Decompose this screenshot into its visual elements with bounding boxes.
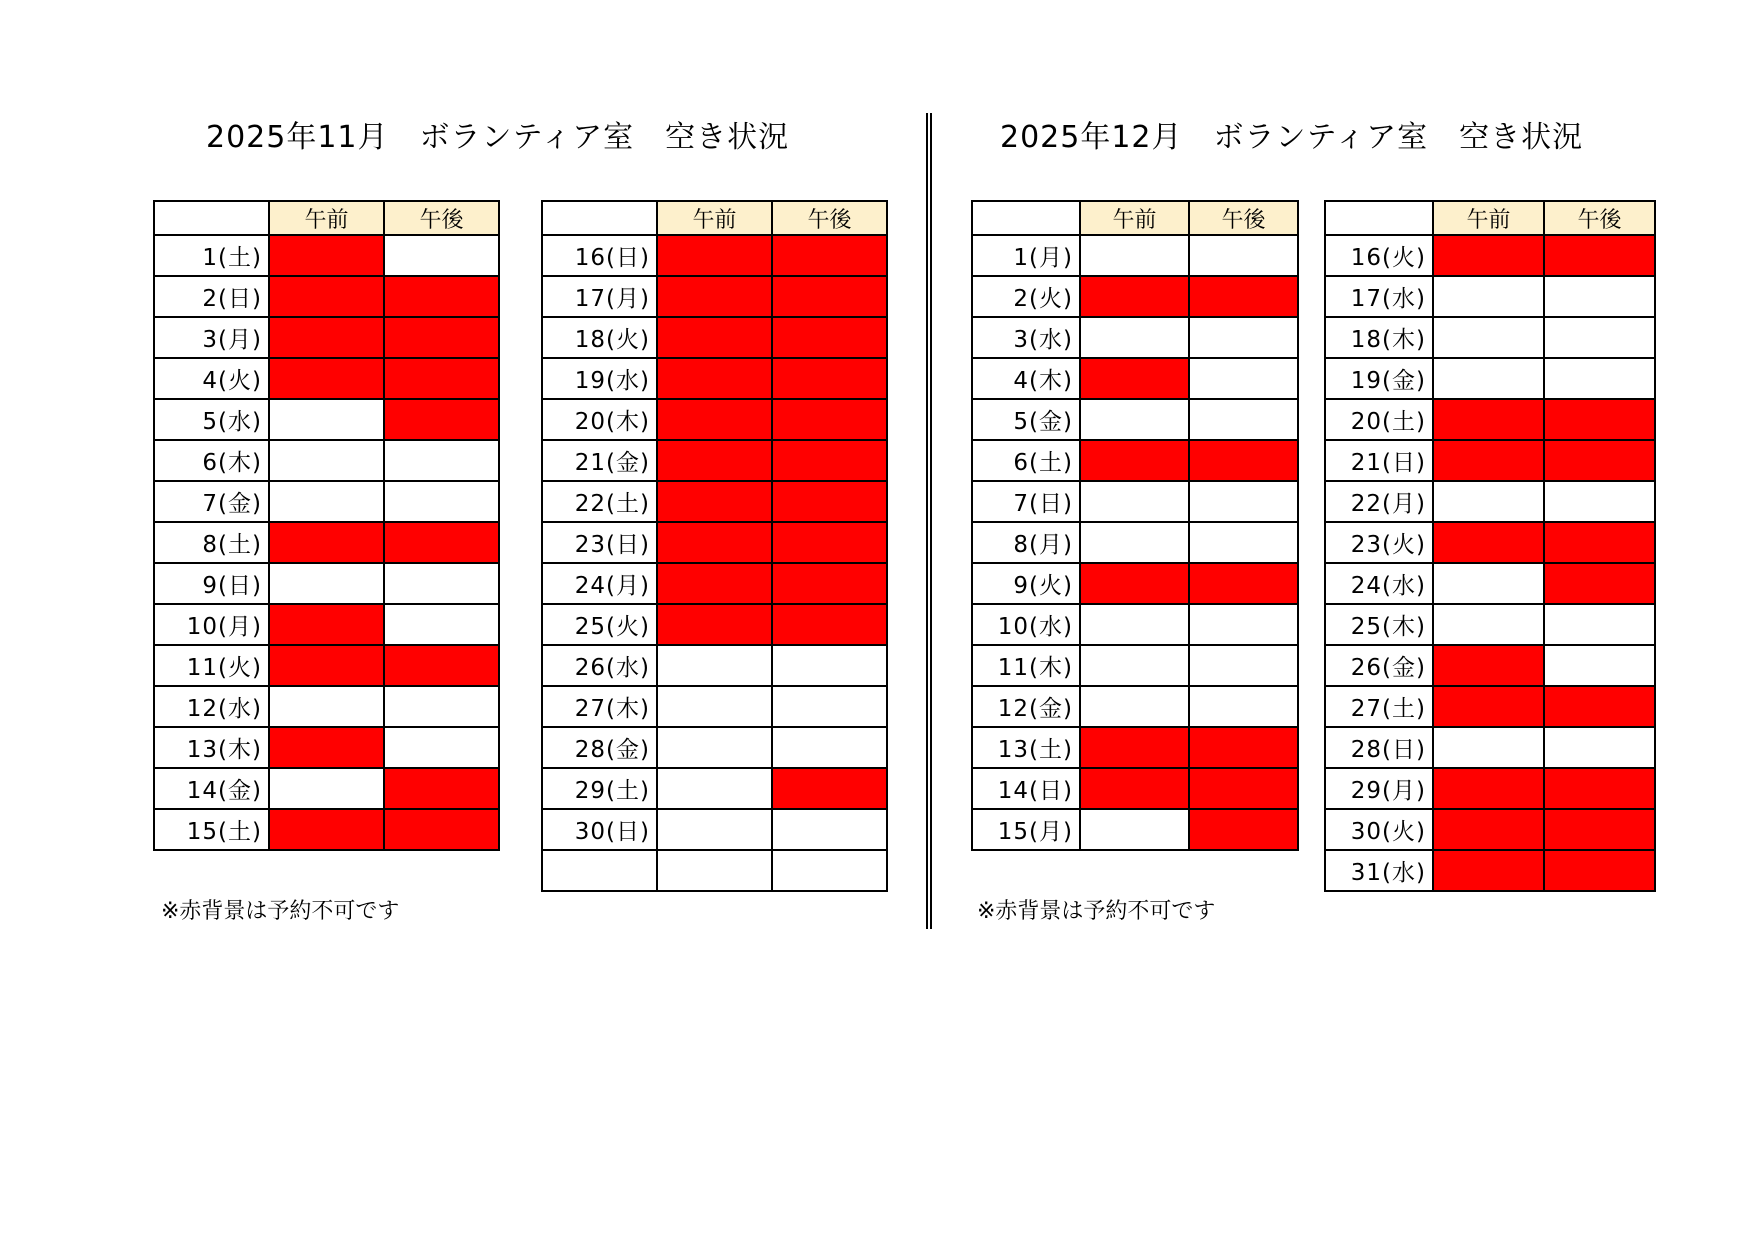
afternoon-slot bbox=[772, 440, 887, 481]
day-label: 14(金) bbox=[154, 768, 269, 809]
morning-slot bbox=[269, 481, 384, 522]
morning-slot bbox=[1080, 768, 1189, 809]
morning-slot bbox=[1080, 645, 1189, 686]
afternoon-slot bbox=[772, 727, 887, 768]
morning-slot bbox=[1433, 317, 1544, 358]
day-label: 24(水) bbox=[1325, 563, 1433, 604]
november-note: ※赤背景は予約不可です bbox=[161, 899, 400, 924]
day-label: 3(月) bbox=[154, 317, 269, 358]
table-row bbox=[542, 727, 887, 768]
table-row bbox=[542, 358, 887, 399]
header-am: 午前 bbox=[269, 201, 384, 235]
day-label: 7(日) bbox=[972, 481, 1080, 522]
table-row bbox=[972, 809, 1298, 850]
header-pm: 午後 bbox=[772, 201, 887, 235]
morning-slot bbox=[1080, 481, 1189, 522]
morning-slot bbox=[269, 563, 384, 604]
day-label: 2(火) bbox=[972, 276, 1080, 317]
day-label: 1(土) bbox=[154, 235, 269, 276]
day-label: 7(金) bbox=[154, 481, 269, 522]
table-row bbox=[154, 440, 499, 481]
morning-slot bbox=[1433, 727, 1544, 768]
day-label: 24(月) bbox=[542, 563, 657, 604]
morning-slot bbox=[1433, 686, 1544, 727]
table-row bbox=[972, 604, 1298, 645]
morning-slot bbox=[269, 686, 384, 727]
afternoon-slot bbox=[384, 399, 499, 440]
day-label: 27(土) bbox=[1325, 686, 1433, 727]
morning-slot bbox=[657, 317, 772, 358]
table-row bbox=[542, 563, 887, 604]
morning-slot bbox=[657, 481, 772, 522]
morning-slot bbox=[1433, 850, 1544, 891]
day-label: 25(木) bbox=[1325, 604, 1433, 645]
afternoon-slot bbox=[384, 686, 499, 727]
december-note: ※赤背景は予約不可です bbox=[977, 899, 1216, 924]
morning-slot bbox=[1080, 727, 1189, 768]
table-row bbox=[542, 481, 887, 522]
afternoon-slot bbox=[1189, 768, 1298, 809]
table-row bbox=[972, 481, 1298, 522]
day-label: 19(金) bbox=[1325, 358, 1433, 399]
morning-slot bbox=[657, 276, 772, 317]
afternoon-slot bbox=[1544, 850, 1655, 891]
header-am: 午前 bbox=[1433, 201, 1544, 235]
morning-slot bbox=[1433, 809, 1544, 850]
day-label: 20(土) bbox=[1325, 399, 1433, 440]
morning-slot bbox=[657, 235, 772, 276]
table-row bbox=[972, 276, 1298, 317]
morning-slot bbox=[657, 358, 772, 399]
table-row bbox=[154, 645, 499, 686]
table-row bbox=[542, 522, 887, 563]
day-label: 4(火) bbox=[154, 358, 269, 399]
morning-slot bbox=[657, 563, 772, 604]
afternoon-slot bbox=[384, 235, 499, 276]
morning-slot bbox=[1433, 522, 1544, 563]
afternoon-slot bbox=[1189, 276, 1298, 317]
table-row bbox=[1325, 604, 1655, 645]
afternoon-slot bbox=[1544, 604, 1655, 645]
morning-slot bbox=[1080, 235, 1189, 276]
day-label: 10(水) bbox=[972, 604, 1080, 645]
day-label: 29(月) bbox=[1325, 768, 1433, 809]
day-label: 26(水) bbox=[542, 645, 657, 686]
day-label: 15(土) bbox=[154, 809, 269, 850]
morning-slot bbox=[269, 235, 384, 276]
day-label bbox=[542, 850, 657, 891]
day-label: 22(月) bbox=[1325, 481, 1433, 522]
table-row bbox=[154, 563, 499, 604]
afternoon-slot bbox=[384, 768, 499, 809]
morning-slot bbox=[1433, 440, 1544, 481]
morning-slot bbox=[269, 809, 384, 850]
day-label: 18(火) bbox=[542, 317, 657, 358]
afternoon-slot bbox=[384, 563, 499, 604]
afternoon-slot bbox=[384, 276, 499, 317]
day-label: 30(火) bbox=[1325, 809, 1433, 850]
day-label: 22(土) bbox=[542, 481, 657, 522]
afternoon-slot bbox=[384, 317, 499, 358]
table-row bbox=[154, 727, 499, 768]
morning-slot bbox=[657, 645, 772, 686]
day-label: 17(水) bbox=[1325, 276, 1433, 317]
afternoon-slot bbox=[1544, 235, 1655, 276]
morning-slot bbox=[269, 768, 384, 809]
afternoon-slot bbox=[1189, 317, 1298, 358]
afternoon-slot bbox=[772, 481, 887, 522]
morning-slot bbox=[1433, 645, 1544, 686]
table-row bbox=[542, 317, 887, 358]
table-row bbox=[542, 768, 887, 809]
day-label: 21(日) bbox=[1325, 440, 1433, 481]
afternoon-slot bbox=[384, 645, 499, 686]
afternoon-slot bbox=[772, 645, 887, 686]
afternoon-slot bbox=[1544, 317, 1655, 358]
day-label: 12(水) bbox=[154, 686, 269, 727]
morning-slot bbox=[269, 358, 384, 399]
corner-cell bbox=[154, 201, 269, 235]
morning-slot bbox=[1080, 604, 1189, 645]
morning-slot bbox=[1080, 440, 1189, 481]
morning-slot bbox=[1080, 809, 1189, 850]
afternoon-slot bbox=[1189, 522, 1298, 563]
afternoon-slot bbox=[1544, 399, 1655, 440]
morning-slot bbox=[1433, 563, 1544, 604]
table-row bbox=[1325, 399, 1655, 440]
day-label: 9(日) bbox=[154, 563, 269, 604]
table-row bbox=[542, 399, 887, 440]
day-label: 8(土) bbox=[154, 522, 269, 563]
morning-slot bbox=[269, 399, 384, 440]
day-label: 6(木) bbox=[154, 440, 269, 481]
day-label: 14(日) bbox=[972, 768, 1080, 809]
afternoon-slot bbox=[1544, 686, 1655, 727]
table-row bbox=[154, 604, 499, 645]
afternoon-slot bbox=[772, 399, 887, 440]
afternoon-slot bbox=[384, 358, 499, 399]
table-row bbox=[972, 645, 1298, 686]
afternoon-slot bbox=[772, 358, 887, 399]
table-row bbox=[972, 235, 1298, 276]
morning-slot bbox=[1433, 235, 1544, 276]
morning-slot bbox=[269, 317, 384, 358]
day-label: 9(火) bbox=[972, 563, 1080, 604]
corner-cell bbox=[542, 201, 657, 235]
morning-slot bbox=[1433, 768, 1544, 809]
afternoon-slot bbox=[772, 768, 887, 809]
afternoon-slot bbox=[772, 809, 887, 850]
table-row bbox=[542, 235, 887, 276]
morning-slot bbox=[657, 399, 772, 440]
day-label: 28(日) bbox=[1325, 727, 1433, 768]
morning-slot bbox=[1433, 481, 1544, 522]
table-row bbox=[542, 604, 887, 645]
day-label: 13(土) bbox=[972, 727, 1080, 768]
morning-slot bbox=[1080, 276, 1189, 317]
table-row bbox=[972, 686, 1298, 727]
day-label: 18(木) bbox=[1325, 317, 1433, 358]
day-label: 6(土) bbox=[972, 440, 1080, 481]
table-row bbox=[1325, 317, 1655, 358]
afternoon-slot bbox=[1544, 481, 1655, 522]
afternoon-slot bbox=[1189, 399, 1298, 440]
day-label: 5(金) bbox=[972, 399, 1080, 440]
header-am: 午前 bbox=[1080, 201, 1189, 235]
afternoon-slot bbox=[1544, 563, 1655, 604]
afternoon-slot bbox=[1189, 809, 1298, 850]
day-label: 15(月) bbox=[972, 809, 1080, 850]
afternoon-slot bbox=[1544, 645, 1655, 686]
day-label: 29(土) bbox=[542, 768, 657, 809]
table-row bbox=[972, 563, 1298, 604]
table-row bbox=[154, 276, 499, 317]
table-row bbox=[154, 481, 499, 522]
table-row bbox=[1325, 809, 1655, 850]
afternoon-slot bbox=[1544, 768, 1655, 809]
day-label: 12(金) bbox=[972, 686, 1080, 727]
day-label: 4(木) bbox=[972, 358, 1080, 399]
table-row bbox=[1325, 440, 1655, 481]
morning-slot bbox=[269, 522, 384, 563]
day-label: 10(月) bbox=[154, 604, 269, 645]
table-row bbox=[1325, 522, 1655, 563]
afternoon-slot bbox=[384, 727, 499, 768]
header-am: 午前 bbox=[657, 201, 772, 235]
morning-slot bbox=[657, 686, 772, 727]
table-row bbox=[972, 727, 1298, 768]
day-label: 2(日) bbox=[154, 276, 269, 317]
table-row bbox=[154, 768, 499, 809]
table-row bbox=[1325, 481, 1655, 522]
morning-slot bbox=[657, 727, 772, 768]
afternoon-slot bbox=[1189, 563, 1298, 604]
afternoon-slot bbox=[1189, 440, 1298, 481]
table-row bbox=[154, 358, 499, 399]
corner-cell bbox=[1325, 201, 1433, 235]
table-row bbox=[972, 399, 1298, 440]
afternoon-slot bbox=[772, 317, 887, 358]
morning-slot bbox=[657, 850, 772, 891]
morning-slot bbox=[657, 604, 772, 645]
afternoon-slot bbox=[1189, 481, 1298, 522]
day-label: 11(木) bbox=[972, 645, 1080, 686]
table-row bbox=[1325, 645, 1655, 686]
afternoon-slot bbox=[1189, 235, 1298, 276]
afternoon-slot bbox=[772, 850, 887, 891]
table-row bbox=[542, 645, 887, 686]
afternoon-slot bbox=[772, 686, 887, 727]
table-row bbox=[542, 809, 887, 850]
afternoon-slot bbox=[772, 604, 887, 645]
december-table-first-half bbox=[971, 200, 1299, 851]
table-row bbox=[154, 686, 499, 727]
day-label: 8(月) bbox=[972, 522, 1080, 563]
afternoon-slot bbox=[1189, 645, 1298, 686]
day-label: 11(火) bbox=[154, 645, 269, 686]
morning-slot bbox=[657, 522, 772, 563]
morning-slot bbox=[1080, 563, 1189, 604]
afternoon-slot bbox=[1189, 727, 1298, 768]
morning-slot bbox=[657, 768, 772, 809]
morning-slot bbox=[1433, 358, 1544, 399]
month-divider bbox=[926, 113, 932, 929]
afternoon-slot bbox=[1544, 440, 1655, 481]
morning-slot bbox=[269, 276, 384, 317]
day-label: 13(木) bbox=[154, 727, 269, 768]
morning-slot bbox=[1080, 522, 1189, 563]
november-table-first-half bbox=[153, 200, 500, 851]
morning-slot bbox=[269, 440, 384, 481]
afternoon-slot bbox=[1189, 604, 1298, 645]
afternoon-slot bbox=[1189, 358, 1298, 399]
table-row bbox=[972, 522, 1298, 563]
afternoon-slot bbox=[384, 809, 499, 850]
table-row bbox=[1325, 276, 1655, 317]
table-row bbox=[154, 235, 499, 276]
afternoon-slot bbox=[1544, 358, 1655, 399]
table-row bbox=[1325, 727, 1655, 768]
day-label: 25(火) bbox=[542, 604, 657, 645]
morning-slot bbox=[1433, 399, 1544, 440]
day-label: 26(金) bbox=[1325, 645, 1433, 686]
table-row bbox=[1325, 850, 1655, 891]
afternoon-slot bbox=[772, 563, 887, 604]
table-row bbox=[1325, 358, 1655, 399]
day-label: 21(金) bbox=[542, 440, 657, 481]
morning-slot bbox=[657, 809, 772, 850]
afternoon-slot bbox=[384, 604, 499, 645]
day-label: 3(水) bbox=[972, 317, 1080, 358]
morning-slot bbox=[1433, 276, 1544, 317]
table-row bbox=[1325, 563, 1655, 604]
table-row bbox=[154, 317, 499, 358]
day-label: 17(月) bbox=[542, 276, 657, 317]
morning-slot bbox=[269, 727, 384, 768]
afternoon-slot bbox=[772, 235, 887, 276]
table-row bbox=[154, 522, 499, 563]
day-label: 23(火) bbox=[1325, 522, 1433, 563]
morning-slot bbox=[1080, 399, 1189, 440]
afternoon-slot bbox=[384, 481, 499, 522]
morning-slot bbox=[657, 440, 772, 481]
day-label: 28(金) bbox=[542, 727, 657, 768]
day-label: 19(水) bbox=[542, 358, 657, 399]
table-row bbox=[972, 317, 1298, 358]
table-row bbox=[972, 358, 1298, 399]
day-label: 27(木) bbox=[542, 686, 657, 727]
morning-slot bbox=[1080, 317, 1189, 358]
table-row bbox=[542, 686, 887, 727]
corner-cell bbox=[972, 201, 1080, 235]
afternoon-slot bbox=[1544, 809, 1655, 850]
day-label: 30(日) bbox=[542, 809, 657, 850]
header-pm: 午後 bbox=[1544, 201, 1655, 235]
table-row bbox=[154, 399, 499, 440]
table-row bbox=[1325, 235, 1655, 276]
afternoon-slot bbox=[1189, 686, 1298, 727]
header-pm: 午後 bbox=[384, 201, 499, 235]
day-label: 16(火) bbox=[1325, 235, 1433, 276]
table-row bbox=[542, 276, 887, 317]
table-row bbox=[1325, 686, 1655, 727]
day-label: 16(日) bbox=[542, 235, 657, 276]
day-label: 1(月) bbox=[972, 235, 1080, 276]
table-row bbox=[972, 440, 1298, 481]
day-label: 20(木) bbox=[542, 399, 657, 440]
morning-slot bbox=[1433, 604, 1544, 645]
day-label: 31(水) bbox=[1325, 850, 1433, 891]
table-row bbox=[1325, 768, 1655, 809]
morning-slot bbox=[269, 645, 384, 686]
day-label: 5(水) bbox=[154, 399, 269, 440]
afternoon-slot bbox=[384, 440, 499, 481]
afternoon-slot bbox=[1544, 522, 1655, 563]
morning-slot bbox=[1080, 686, 1189, 727]
table-row bbox=[972, 768, 1298, 809]
december-title: 2025年12月 ボランティア室 空き状況 bbox=[1000, 120, 1584, 155]
header-pm: 午後 bbox=[1189, 201, 1298, 235]
november-table-second-half bbox=[541, 200, 888, 892]
afternoon-slot bbox=[1544, 727, 1655, 768]
afternoon-slot bbox=[772, 276, 887, 317]
afternoon-slot bbox=[384, 522, 499, 563]
december-table-second-half bbox=[1324, 200, 1656, 892]
afternoon-slot bbox=[772, 522, 887, 563]
table-row bbox=[542, 850, 887, 891]
table-row bbox=[542, 440, 887, 481]
morning-slot bbox=[1080, 358, 1189, 399]
morning-slot bbox=[269, 604, 384, 645]
day-label: 23(日) bbox=[542, 522, 657, 563]
afternoon-slot bbox=[1544, 276, 1655, 317]
table-row bbox=[154, 809, 499, 850]
november-title: 2025年11月 ボランティア室 空き状況 bbox=[206, 120, 790, 155]
